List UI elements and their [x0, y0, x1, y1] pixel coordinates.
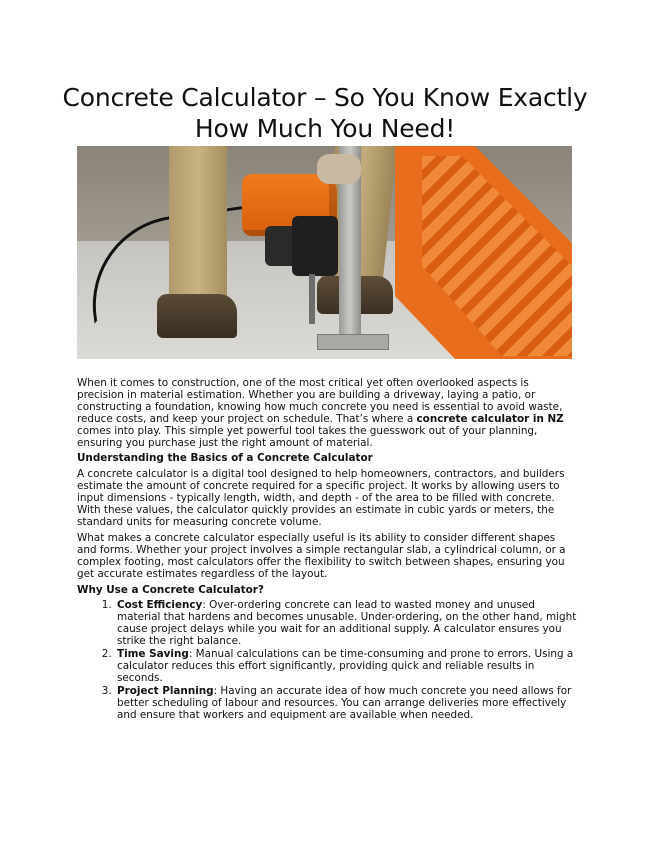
article-body [77, 378, 577, 722]
page-title: Concrete Calculator – So You Know Exactly How Much You Need! [62, 83, 588, 143]
hero-image [77, 146, 572, 359]
hero-drill-head [292, 216, 338, 276]
section-heading-basics: Understanding the Basics of a Concrete Calculator [77, 452, 373, 465]
list-item [115, 649, 577, 685]
intro-text-after: comes into play. This simple yet powerful tool takes the guesswork out of your planning, ensuring you purchase just the right amount of material. [77, 424, 538, 449]
list-item-label: Time Saving [117, 648, 189, 661]
benefits-list [77, 600, 577, 721]
list-item-text: : Having an accurate idea of how much concrete you need allows for better scheduling of labour and resources. You can arrange deliveries more effectively and ensure that workers and equipment are available when needed. [117, 684, 572, 721]
hero-worker-hand [317, 154, 361, 184]
intro-keyword: concrete calculator in NZ [416, 412, 564, 425]
hero-worker-leg-left [169, 146, 227, 316]
section-heading-why: Why Use a Concrete Calculator? [77, 583, 264, 596]
list-item-text: : Manual calculations can be time-consuming and prone to errors. Using a calculator reduces this effort significantly, providing quick and reliable results in seconds. [117, 648, 574, 684]
list-item-label: Project Planning [117, 684, 214, 697]
list-item-text: : Over-ordering concrete can lead to wasted money and unused material that hardens and becomes unusable. Under-ordering, on the other hand, might cause project delays while you wait for an additional supply. A calculator ensures you strike the right balance. [117, 599, 577, 648]
list-item [115, 600, 577, 648]
list-item [115, 686, 577, 722]
intro-paragraph [77, 378, 577, 449]
hero-boot-left [157, 294, 237, 338]
intro-text-before: When it comes to construction, one of the most critical yet often overlooked aspects is precision in material estimation. Whether you are building a driveway, laying a patio, or constructing a foundation, knowing how much concrete you need is essential to avoid waste, reduce costs, and keep your project on schedule. That’s where a [77, 377, 563, 425]
hero-post-base-plate [317, 334, 389, 350]
list-item-label: Cost Efficiency [117, 599, 203, 612]
basics-paragraph-2: What makes a concrete calculator especially useful is its ability to consider different shapes and forms. Whether your project involves a simple rectangular slab, a cylindrical column, or a complex footing, most calculators offer the flexibility to switch between shapes, ensuring you get accurate estimates regardless of the layout. [77, 531, 566, 580]
hero-drill-bit [309, 274, 315, 324]
basics-paragraph-1: A concrete calculator is a digital tool designed to help homeowners, contractors, and builders estimate the amount of concrete required for a specific project. It works by allowing users to input dimensions - typically length, width, and depth - of the area to be filled with concrete. With these values, the calculator quickly provides an estimate in cubic yards or meters, the standard units for measuring concrete volume. [77, 468, 565, 528]
